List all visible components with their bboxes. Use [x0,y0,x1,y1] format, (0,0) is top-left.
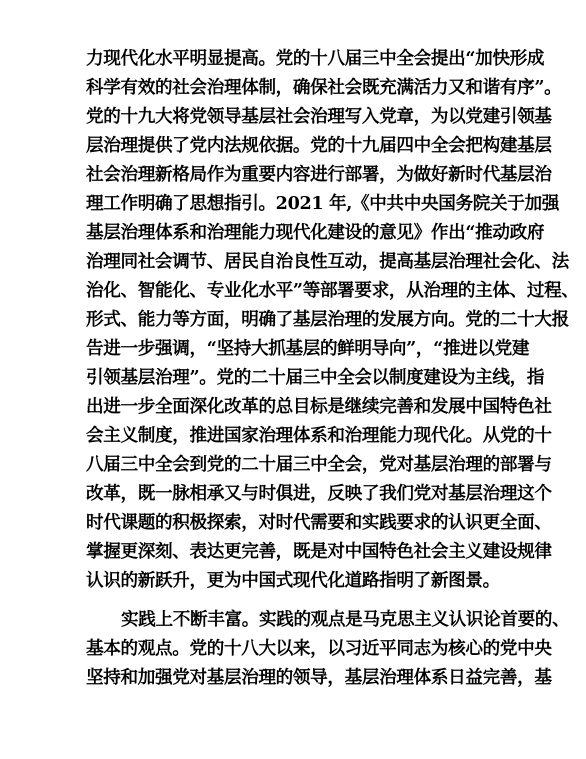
text-line: 形式、能力等方面，明确了基层治理的发展方向。党的二十大报 [86,309,569,330]
text-line: 八届三中全会到党的二十届三中全会，党对基层治理的部署与 [86,454,552,475]
text-line: 掌握更深刻、表达更完善，既是对中国特色社会主义建设规律 [86,541,552,562]
text-line: 会主义制度，推进国家治理体系和治理能力现代化。从党的十 [86,425,552,446]
text-line: 社会治理新格局作为重要内容进行部署，为做好新时代基层治 [86,164,552,185]
text-line: 出进一步全面深化改革的总目标是继续完善和发展中国特色社 [86,396,552,417]
paragraph-gap [86,595,506,605]
text-line: 层治理提供了党内法规依据。党的十九届四中全会把构建基层 [86,135,552,156]
text-line: 科学有效的社会治理体制，确保社会既充满活力又和谐有序”。 [86,77,562,98]
text-line: 治理同社会调节、居民自治良性互动，提高基层治理社会化、法 [86,251,569,272]
text-line: 基层治理体系和治理能力现代化建设的意见》作出“推动政府 [86,222,545,243]
paragraph-2 [86,605,570,692]
text-line: 告进一步强调，“坚持大抓基层的鲜明导向”，“推进以党建 [86,338,530,359]
text-line: 时代课题的积极探索，对时代需要和实践要求的认识更全面、 [86,512,552,533]
text-line: 改革，既一脉相承又与时俱进，反映了我们党对基层治理这个 [86,483,552,504]
text-line: 实践上不断丰富。实践的观点是马克思主义认识论首要的、 [121,609,570,630]
text-line: 党的十九大将党领导基层社会治理写入党章，为以党建引领基 [86,106,552,127]
text-line: 基本的观点。党的十八大以来，以习近平同志为核心的党中央 [86,638,552,659]
body-text [86,44,579,692]
text-line: 理工作明确了思想指引。2021 年,《中共中央国务院关于加强 [86,193,559,214]
text-line: 认识的新跃升，更为中国式现代化道路指明了新图景。 [86,570,500,591]
text-line: 力现代化水平明显提高。党的十八届三中全会提出“加快形成 [86,48,545,69]
text-line: 坚持和加强党对基层治理的领导，基层治理体系日益完善，基 [86,667,552,688]
paragraph-1 [86,44,579,595]
text-line: 引领基层治理”。党的二十届三中全会以制度建设为主线，指 [86,367,545,388]
text-line: 治化、智能化、专业化水平”等部署要求，从治理的主体、过程、 [86,280,579,301]
